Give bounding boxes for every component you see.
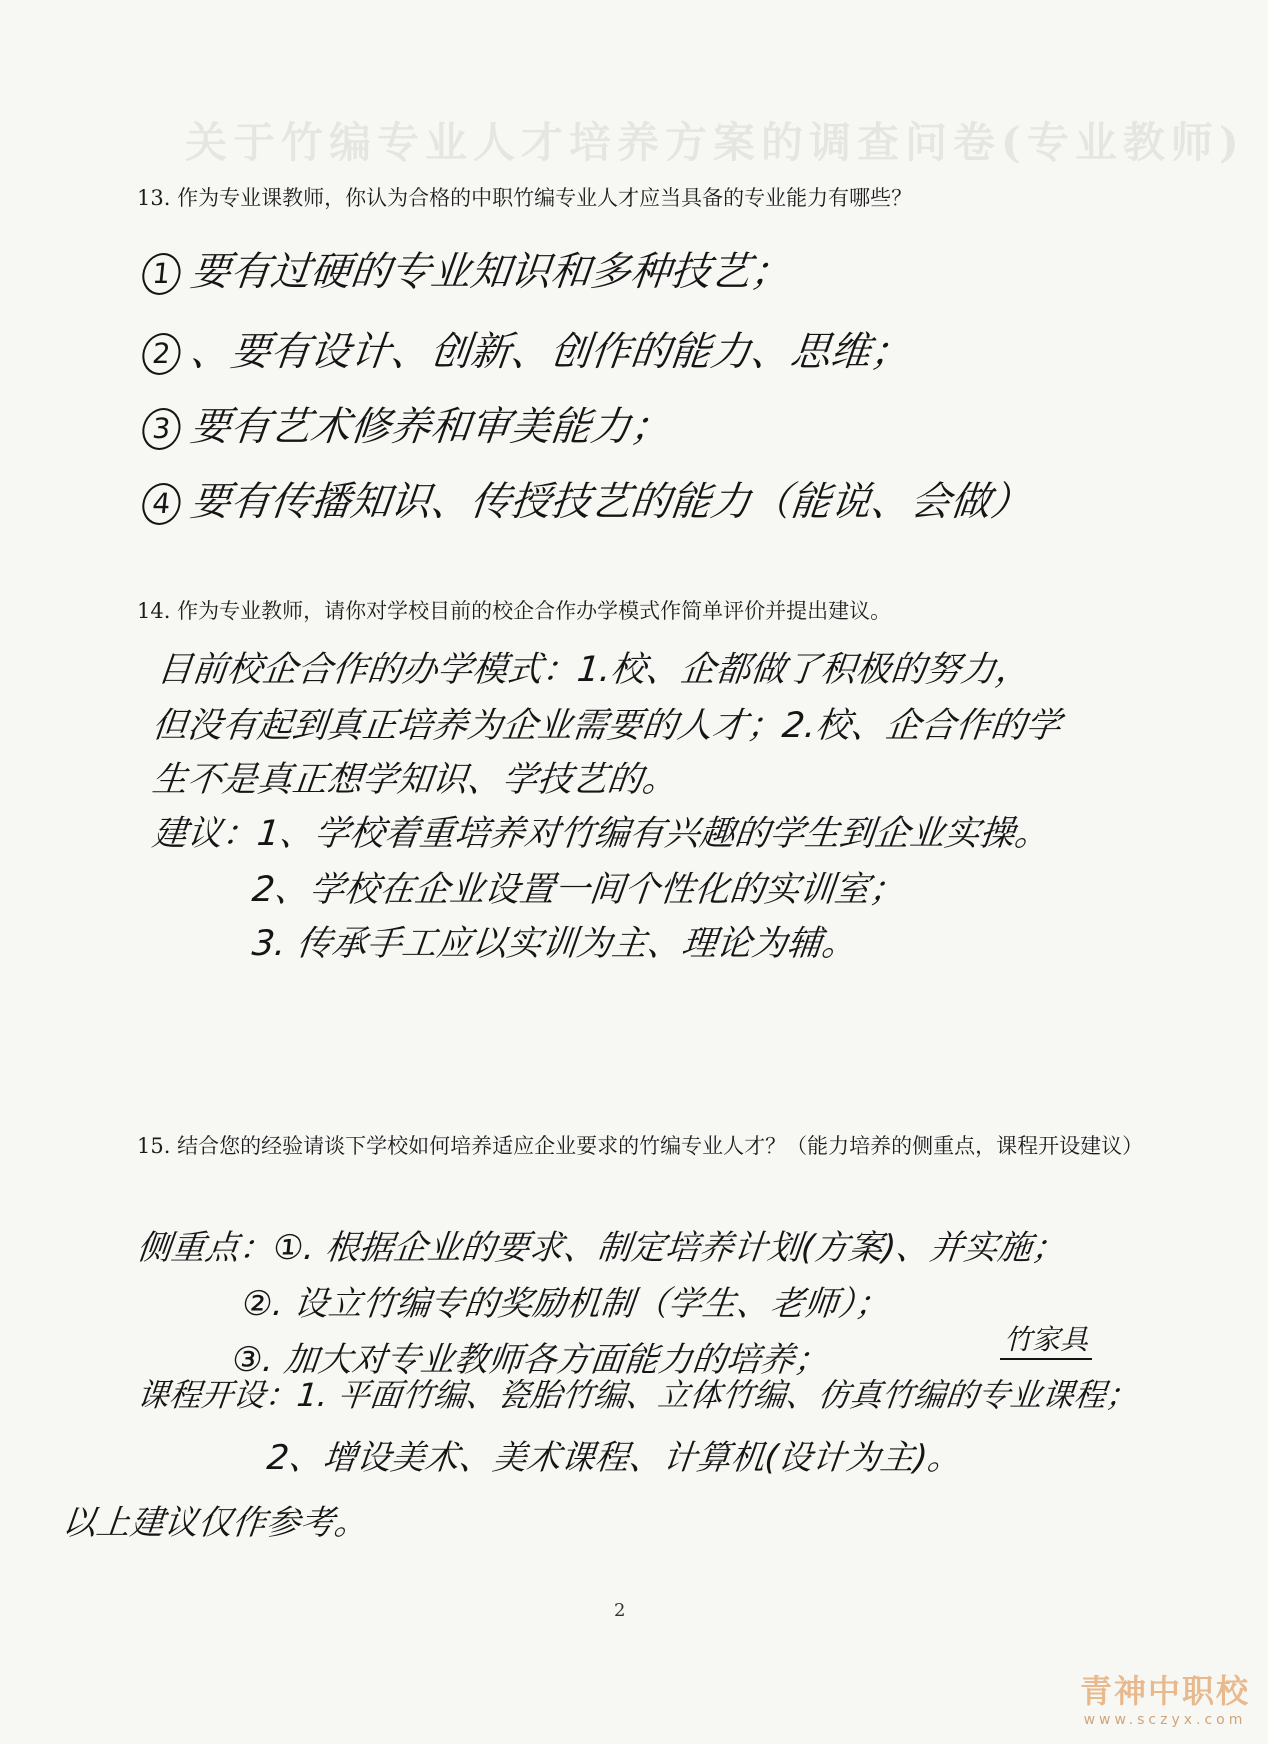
watermark-name: 青神中职校 [1079, 1672, 1250, 1710]
q13-answer-2 [140, 320, 914, 377]
q13-answer-4 [140, 470, 1034, 527]
q13-answer-3 [140, 395, 674, 452]
question-15-prompt: 15. 结合您的经验请谈下学校如何培养适应企业要求的竹编专业人才？（能力培养的侧重点，课程开设建议） [137, 1134, 1144, 1158]
q15-line-2: ②. 设立竹编专的奖励机制（学生、老师）； [240, 1284, 892, 1324]
q14-line-1: 目前校企合作的办学模式：1.校、企都做了积极的努力， [155, 650, 1033, 690]
q14-line-2: 但没有起到真正培养为企业需要的人才；2.校、企合作的学 [150, 706, 1063, 746]
q14-line-5: 2、学校在企业设置一间个性化的实训室； [250, 870, 907, 910]
q15-line-3: ③. 加大对专业教师各方面能力的培养； [230, 1340, 831, 1380]
q13-answer-1 [140, 240, 794, 297]
watermark-url: www.sczyx.com [1083, 1712, 1247, 1728]
q13-answer-4-text: 要有传播知识、传授技艺的能力（能说、会做） [188, 479, 1034, 525]
q15-line-4: 课程开设：1. 平面竹编、瓷胎竹编、立体竹编、仿真竹编的专业课程； [135, 1376, 1140, 1414]
circle-number-1: 1 [140, 253, 182, 295]
q13-answer-3-text: 要有艺术修养和审美能力； [188, 404, 674, 450]
bleed-through-title: 关于竹编专业人才培养方案的调查问卷(专业教师) [185, 118, 1245, 167]
question-14-prompt: 14. 作为专业教师，请你对学校目前的校企合作办学模式作简单评价并提出建议。 [137, 599, 892, 623]
q15-insertion-annotation: 竹家具 [1000, 1318, 1092, 1360]
watermark-logo [1080, 1666, 1250, 1728]
q13-answer-1-text: 要有过硬的专业知识和多种技艺； [188, 249, 794, 295]
circle-number-4: 4 [140, 483, 182, 525]
page-number: 2 [614, 1600, 626, 1621]
circle-number-2: 2 [140, 333, 182, 375]
q15-line-5: 2、增设美术、美术课程、计算机(设计为主)。 [265, 1438, 964, 1478]
q14-line-3: 生不是真正想学知识、学技艺的。 [150, 760, 680, 800]
q13-answer-2-text: 、要有设计、创新、创作的能力、思维； [188, 329, 914, 375]
circle-number-3: 3 [140, 408, 182, 450]
q15-line-1: 侧重点：①. 根据企业的要求、制定培养计划(方案)、并实施； [135, 1228, 1068, 1268]
question-13-prompt: 13. 作为专业课教师，你认为合格的中职竹编专业人才应当具备的专业能力有哪些？ [137, 186, 913, 210]
q14-line-6: 3. 传承手工应以实训为主、理论为辅。 [250, 924, 859, 964]
q14-line-4: 建议：1、学校着重培养对竹编有兴趣的学生到企业实操。 [150, 814, 1052, 854]
q15-line-6: 以上建议仅作参考。 [60, 1503, 371, 1543]
